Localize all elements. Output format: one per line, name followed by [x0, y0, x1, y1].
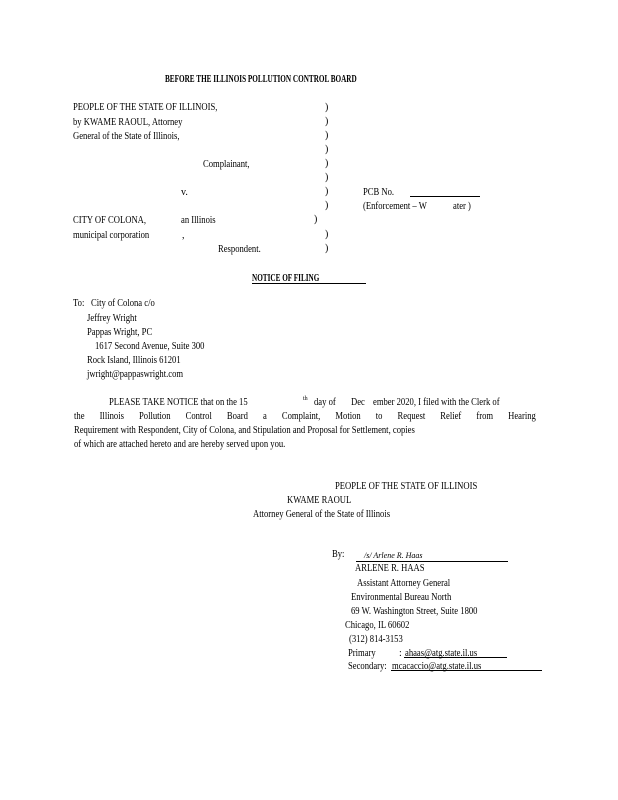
versus-label: v. — [181, 187, 188, 198]
signer-phone: (312) 814-3153 — [349, 634, 403, 645]
caption-paren: ) — [325, 186, 329, 197]
primary-email-underline — [404, 657, 507, 658]
caption-paren: ) — [325, 229, 329, 240]
defendant-line-1a: CITY OF COLONA, — [73, 215, 147, 226]
plaintiff-line-1: PEOPLE OF THE STATE OF ILLINOIS, — [73, 102, 218, 113]
caption-paren: ) — [325, 130, 329, 141]
caption-paren: ) — [314, 214, 318, 225]
recipient-line-3: Pappas Wright, PC — [87, 327, 153, 338]
plaintiff-line-3: General of the State of Illinois, — [73, 131, 180, 142]
notice-title-underline — [252, 283, 366, 284]
signer-bureau: Environmental Bureau North — [351, 592, 452, 603]
defendant-role: Respondent. — [218, 244, 261, 255]
caption-paren: ) — [325, 200, 329, 211]
recipient-line-4: 1617 Second Avenue, Suite 300 — [95, 341, 205, 352]
signer-address-2: Chicago, IL 60602 — [345, 620, 410, 631]
caption-paren: ) — [325, 158, 329, 169]
defendant-comma: , — [182, 230, 185, 241]
signer-name: ARLENE R. HAAS — [355, 563, 425, 574]
signature-ag-name: KWAME RAOUL — [287, 495, 352, 506]
recipient-line-6: jwright@pappaswright.com — [87, 369, 184, 380]
body-line-1d: ember 2020, I filed with the Clerk of — [373, 397, 500, 408]
secondary-email-underline — [391, 670, 542, 671]
body-line-1-superscript: th — [303, 396, 308, 402]
case-type-label: (Enforcement – W — [363, 201, 427, 212]
recipient-line-2: Jeffrey Wright — [87, 313, 137, 324]
plaintiff-role: Complainant, — [203, 159, 250, 170]
body-line-3: Requirement with Respondent, City of Colona, and Stipulation and Proposal for Settlement, copies — [74, 425, 415, 436]
case-number-label: PCB No. — [363, 187, 395, 198]
court-title: BEFORE THE ILLINOIS POLLUTION CONTROL BOARD — [165, 74, 357, 85]
signature-party: PEOPLE OF THE STATE OF ILLINOIS — [335, 481, 478, 492]
plaintiff-line-2: by KWAME RAOUL, Attorney — [73, 117, 183, 128]
signature-ag-title: Attorney General of the State of Illinois — [253, 509, 391, 520]
secondary-email-label: Secondary: — [348, 661, 387, 672]
case-number-blank — [410, 196, 480, 197]
secondary-email: mcacaccio@atg.state.il.us — [392, 661, 482, 672]
case-type-label-end: ater ) — [453, 201, 471, 212]
electronic-signature: /s/ Arlene R. Haas — [364, 551, 423, 560]
signer-title: Assistant Attorney General — [357, 578, 451, 589]
notice-title: NOTICE OF FILING — [252, 273, 320, 284]
body-line-4: of which are attached hereto and are hereby served upon you. — [74, 439, 286, 450]
caption-paren: ) — [325, 116, 329, 127]
primary-email-label: Primary — [348, 648, 376, 659]
recipient-line-5: Rock Island, Illinois 61201 — [87, 355, 181, 366]
defendant-line-2: municipal corporation — [73, 230, 150, 241]
by-label: By: — [332, 549, 345, 560]
recipient-line-1: City of Colona c/o — [91, 298, 155, 309]
caption-paren: ) — [325, 144, 329, 155]
body-line-1a: PLEASE TAKE NOTICE that on the 15 — [109, 397, 248, 408]
body-line-2: the Illinois Pollution Control Board a Complaint, Motion to Request Relief from Hearing — [74, 411, 536, 422]
signer-address-1: 69 W. Washington Street, Suite 1800 — [351, 606, 478, 617]
body-line-1b: day of — [314, 397, 336, 408]
caption-paren: ) — [325, 172, 329, 183]
caption-paren: ) — [325, 102, 329, 113]
defendant-line-1b: an Illinois — [181, 215, 216, 226]
primary-email: ahaas@atg.state.il.us — [405, 648, 478, 659]
primary-email-colon: : — [399, 648, 402, 659]
caption-paren: ) — [325, 243, 329, 254]
to-label: To: — [73, 298, 85, 309]
body-line-1c: Dec — [351, 397, 365, 408]
